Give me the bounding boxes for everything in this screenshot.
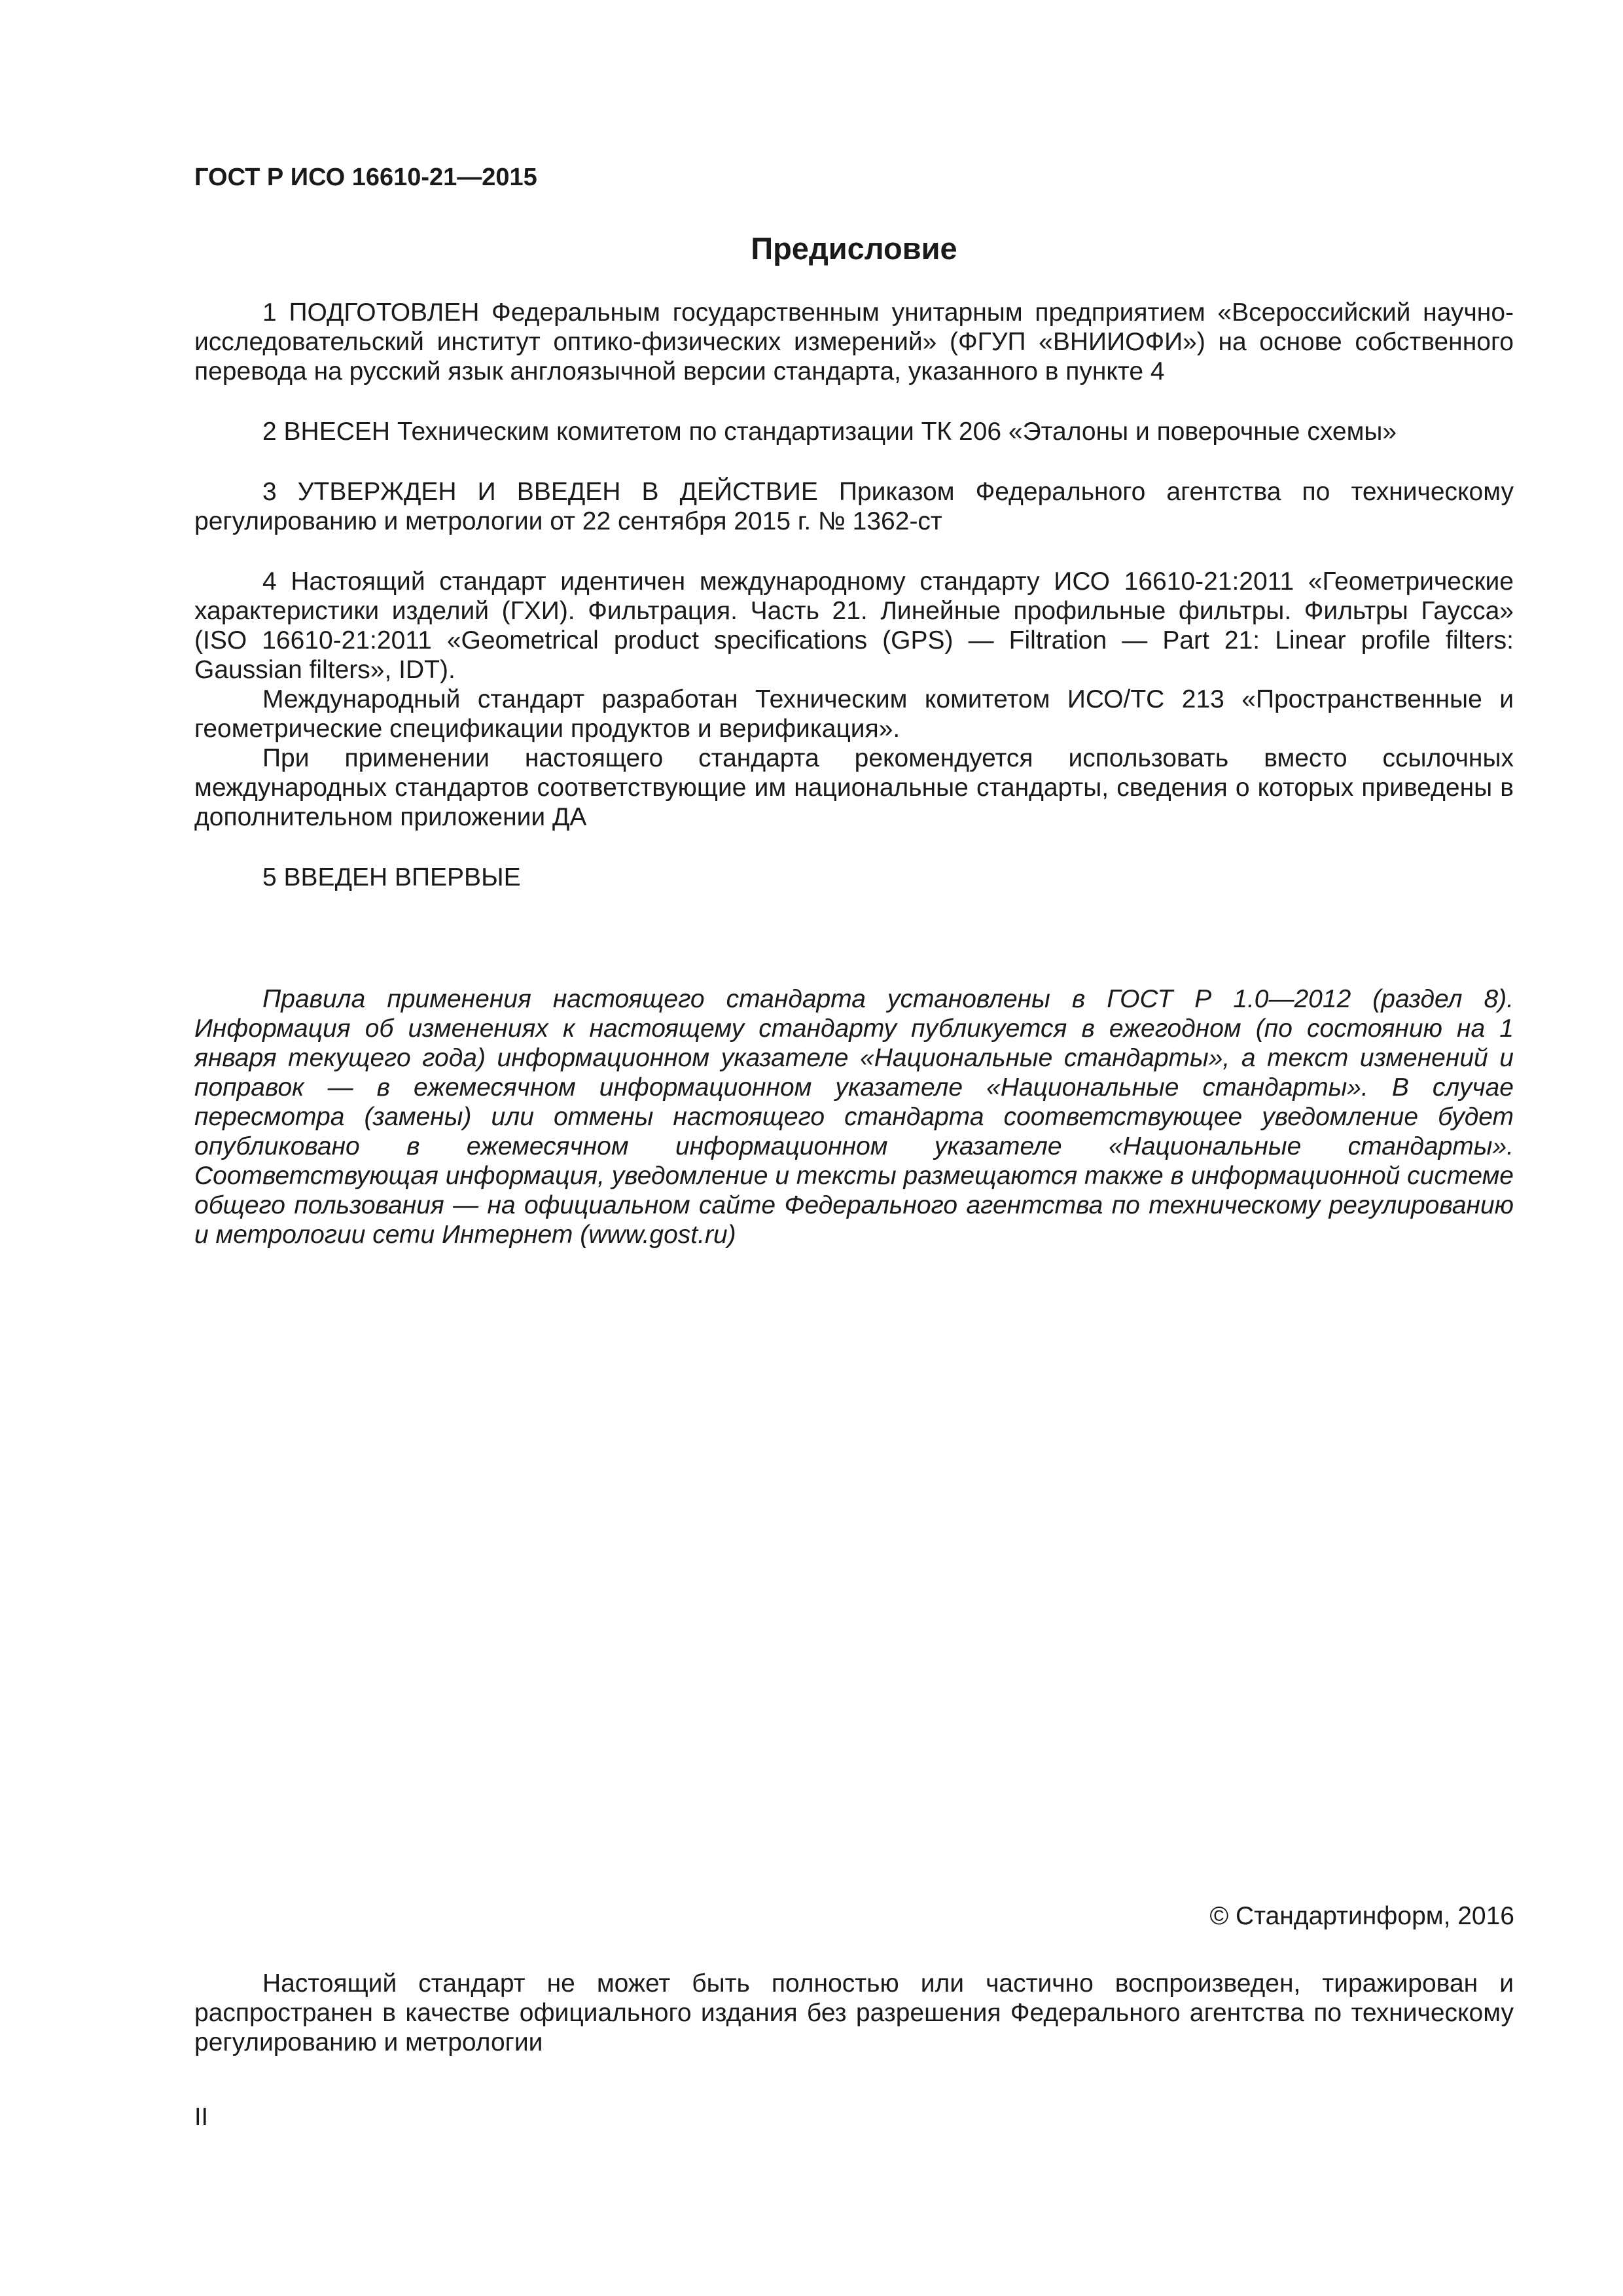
- item-2-introduced: 2 ВНЕСЕН Техническим комитетом по стандартизации ТК 206 «Эталоны и поверочные схемы»: [262, 418, 1397, 446]
- application-rules-note: Правила применения настоящего стандарта установлены в ГОСТ Р 1.0—2012 (раздел 8). Информация об изменениях к настоящему стандарту публикуется в ежегодном (по состоянию на 1 января текущего года) информационном указателе «Национальные стандарты», а текст изменений и поправок — в ежемесячном информационном указателе «Национальные стандарты». В случае пересмотра (замены) или отмены настоящего стандарта соответствующее уведомление будет опубликовано в ежемесячном информационном указателе «Национальные стандарты». Соответствующая информация, уведомление и тексты размещаются также в информационной системе общего пользования — на официальном сайте Федерального агентства по техническому регулированию и метрологии сети Интернет (www.gost.ru): [194, 985, 1514, 1249]
- reproduction-notice: Настоящий стандарт не может быть полностью или частично воспроизведен, тиражирован и распространен в качестве официального издания без разрешения Федерального агентства по техническому регулированию и метрологии: [194, 1969, 1514, 2056]
- foreword-body: [194, 298, 1514, 1249]
- document-header: ГОСТ Р ИСО 16610-21—2015: [194, 164, 537, 191]
- item-4-references: При применении настоящего стандарта рекомендуется использовать вместо ссылочных международных стандартов соответствующие им национальные стандарты, сведения о которых приведены в дополнительном приложении ДА: [194, 744, 1514, 831]
- item-4-identical: 4 Настоящий стандарт идентичен международному стандарту ИСО 16610-21:2011 «Геометрические характеристики изделий (ГХИ). Фильтрация. Часть 21. Линейные профильные фильтры. Фильтры Гаусса» (ISO 16610-21:2011 «Geometrical product specifications (GPS) — Filtration — Part 21: Linear profile filters: Gaussian filters», IDT).: [194, 567, 1514, 684]
- item-1-prepared: 1 ПОДГОТОВЛЕН Федеральным государственным унитарным предприятием «Всероссийский научно-исследовательский институт оптико-физических измерений» (ФГУП «ВНИИОФИ») на основе собственного перевода на русский язык англоязычной версии стандарта, указанного в пункте 4: [194, 298, 1514, 386]
- copyright-line: © Стандартинформ, 2016: [1209, 1902, 1514, 1930]
- reproduction-notice-block: [194, 1969, 1514, 2057]
- item-3-approved: 3 УТВЕРЖДЕН И ВВЕДЕН В ДЕЙСТВИЕ Приказом Федерального агентства по техническому регулированию и метрологии от 22 сентября 2015 г. № 1362-ст: [194, 478, 1514, 535]
- item-5-first-introduced: 5 ВВЕДЕН ВПЕРВЫЕ: [262, 863, 521, 891]
- page-title: Предисловие: [751, 231, 957, 266]
- page-number: II: [194, 2104, 209, 2131]
- item-4-developer: Международный стандарт разработан Техническим комитетом ИСО/ТС 213 «Пространственные и геометрические спецификации продуктов и верификация».: [194, 685, 1514, 743]
